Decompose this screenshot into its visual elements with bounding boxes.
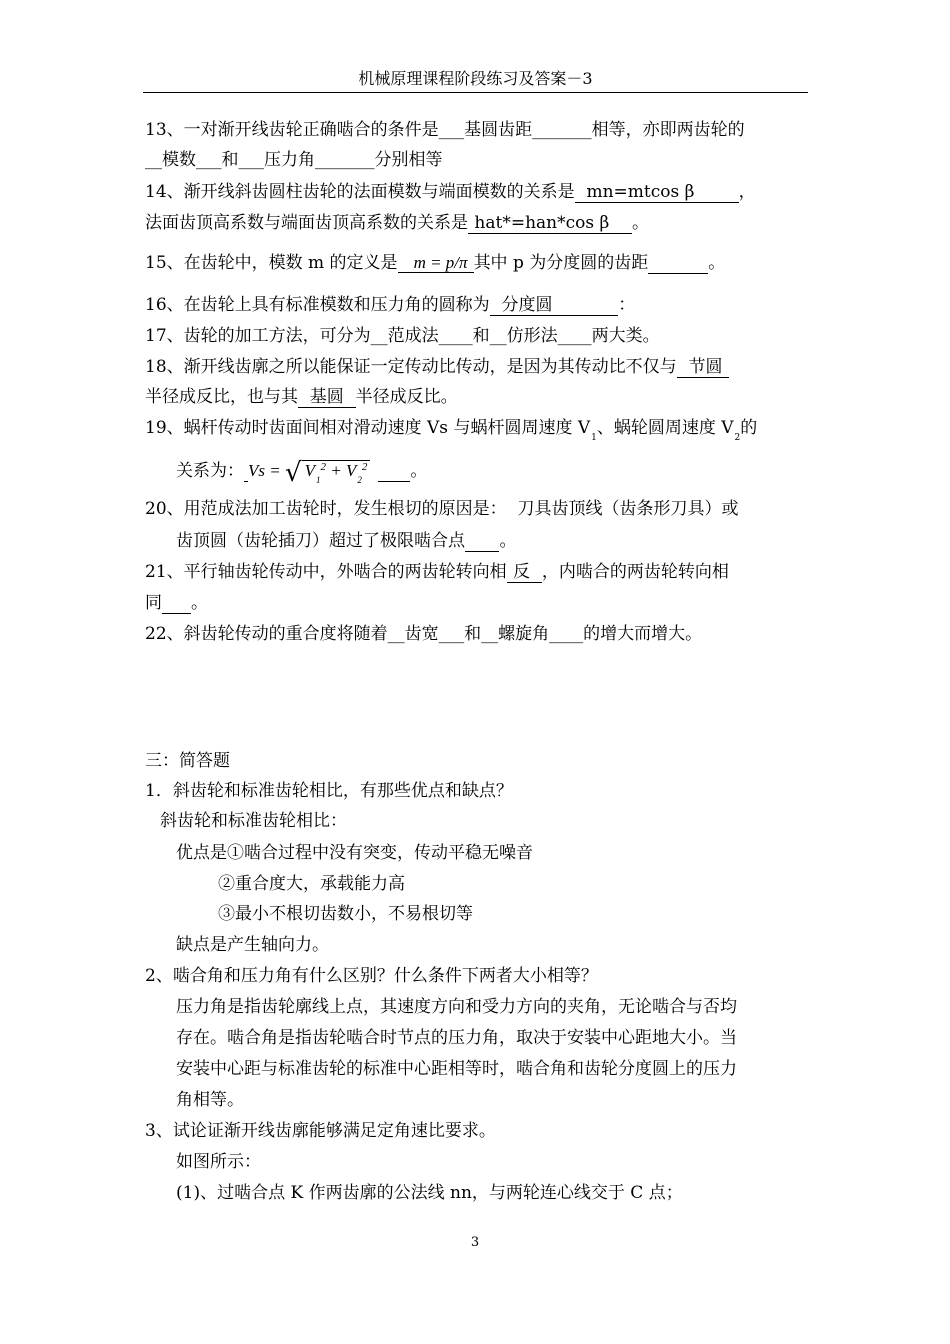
s3-q2-answer-line2: 存在。啮合角是指齿轮啮合时节点的压力角，取决于安装中心距地大小。当 [176, 1028, 737, 1048]
q18-blank2: 基圆 [299, 387, 355, 407]
q16-line: 16、在齿轮上具有标准模数和压力角的圆称为 分度圆 ： [145, 295, 636, 315]
q13-blank1: ___基圆齿距_______ [438, 120, 592, 140]
s3-q1-answer-line2: 优点是①啮合过程中没有突变，传动平稳无噪音 [176, 843, 533, 863]
q14-line2: 法面齿顶高系数与端面齿顶高系数的关系是 hat*=han*cos β 。 [145, 213, 649, 233]
s3-q3-answer-line1: 如图所示： [176, 1152, 261, 1172]
q20-line1: 20、用范成法加工齿轮时，发生根切的原因是： 刀具齿顶线（齿条形刀具）或 [145, 499, 739, 519]
s3-q1-answer-line5: 缺点是产生轴向力。 [176, 935, 329, 955]
q21-line1: 21、平行轴齿轮传动中，外啮合的两齿轮转向相 反 ，内啮合的两齿轮转向相 [145, 562, 729, 582]
s3-q1-answer-line4: ③最小不根切齿数小，不易根切等 [218, 904, 473, 924]
s3-q2-question: 2、啮合角和压力角有什么区别？什么条件下两者大小相等？ [145, 966, 598, 986]
q19-sqrt: √ $V_1^2 + V_2^2$ [285, 455, 370, 492]
q13-blank2: __模数___ [145, 150, 222, 170]
q13-line2: __模数___和___压力角_______分别相等 [145, 150, 443, 170]
s3-q1-answer-line1: 斜齿轮和标准齿轮相比： [160, 811, 347, 831]
q21-blank2 [162, 593, 191, 614]
q15-formula: m = p/π [398, 253, 474, 273]
q14-blank2: hat*=han*cos β [469, 213, 631, 233]
s3-q1-question: 1．斜齿轮和标准齿轮相比，有那些优点和缺点？ [145, 781, 513, 801]
q13-blank3: ___压力角_______ [238, 150, 375, 170]
q18-blank1: 节圆 [677, 357, 728, 377]
q19-line2: 关系为： Vs = √ $V_1^2 + V_2^2$ 。 [176, 455, 841, 479]
s3-q3-answer-line2: (1)、过啮合点 K 作两齿廓的公法线 nn，与两轮连心线交于 C 点； [176, 1183, 683, 1203]
page-number: 3 [470, 1235, 480, 1250]
q16-blank: 分度圆 [490, 295, 618, 315]
q15-blank [648, 253, 708, 274]
q14-blank1: mn=mtcos β [575, 182, 738, 202]
q19-blank-trail [378, 461, 410, 482]
q22-blank2: __螺旋角____ [481, 624, 584, 644]
s3-q2-answer-line3: 安装中心距与标准齿轮的标准中心距相等时，啮合角和齿轮分度圆上的压力 [176, 1059, 737, 1079]
s3-q2-answer-line1: 压力角是指齿轮廓线上点，其速度方向和受力方向的夹角，无论啮合与否均 [176, 997, 737, 1017]
s3-q3-question: 3、试论证渐开线齿廓能够满足定角速比要求。 [145, 1121, 496, 1141]
q17-blank1: __范成法____ [370, 326, 473, 346]
q18-line1: 18、渐开线齿廓之所以能保证一定传动比传动，是因为其传动比不仅与 节圆 [145, 357, 728, 377]
q19-formula-lhs: Vs = [248, 461, 285, 480]
q22-blank1: __齿宽___ [387, 624, 465, 644]
page-header: 机械原理课程阶段练习及答案－3 [358, 69, 593, 88]
q20-blank2 [465, 531, 499, 552]
q17-line: 17、齿轮的加工方法，可分为__范成法____和__仿形法____两大类。 [145, 326, 660, 346]
q17-blank2: __仿形法____ [489, 326, 592, 346]
sqrt-icon: √ [284, 458, 302, 488]
q20-line2: 齿顶圆（齿轮插刀）超过了极限啮合点 。 [176, 531, 517, 551]
q20-blank1: 刀具齿顶线（齿条形刀具） [506, 499, 722, 519]
q13-line1: 13、一对渐开线齿轮正确啮合的条件是___基圆齿距_______相等，亦即两齿轮的 [145, 120, 745, 140]
q21-blank1: 反 [507, 562, 541, 582]
header-divider [143, 92, 808, 93]
q19-line1: 19、蜗杆传动时齿面间相对滑动速度 Vs 与蜗杆圆周速度 $V_1$、蜗轮圆周速度 $V_2$的 [145, 418, 758, 443]
s3-q1-answer-line3: ②重合度大，承载能力高 [218, 874, 405, 894]
q22-line: 22、斜齿轮传动的重合度将随着__齿宽___和__螺旋角____的增大而增大。 [145, 624, 703, 644]
q18-line2: 半径成反比，也与其 基圆 半径成反比。 [145, 387, 458, 407]
q21-line2: 同 。 [145, 593, 209, 613]
q15-line: 15、在齿轮中，模数 m 的定义是 m = p/π 其中 p 为分度圆的齿距 。 [145, 253, 726, 273]
section3-title: 三：简答题 [145, 751, 230, 771]
s3-q2-answer-line4: 角相等。 [176, 1090, 244, 1110]
q14-line1: 14、渐开线斜齿圆柱齿轮的法面模数与端面模数的关系是 mn=mtcos β ， [145, 182, 756, 202]
